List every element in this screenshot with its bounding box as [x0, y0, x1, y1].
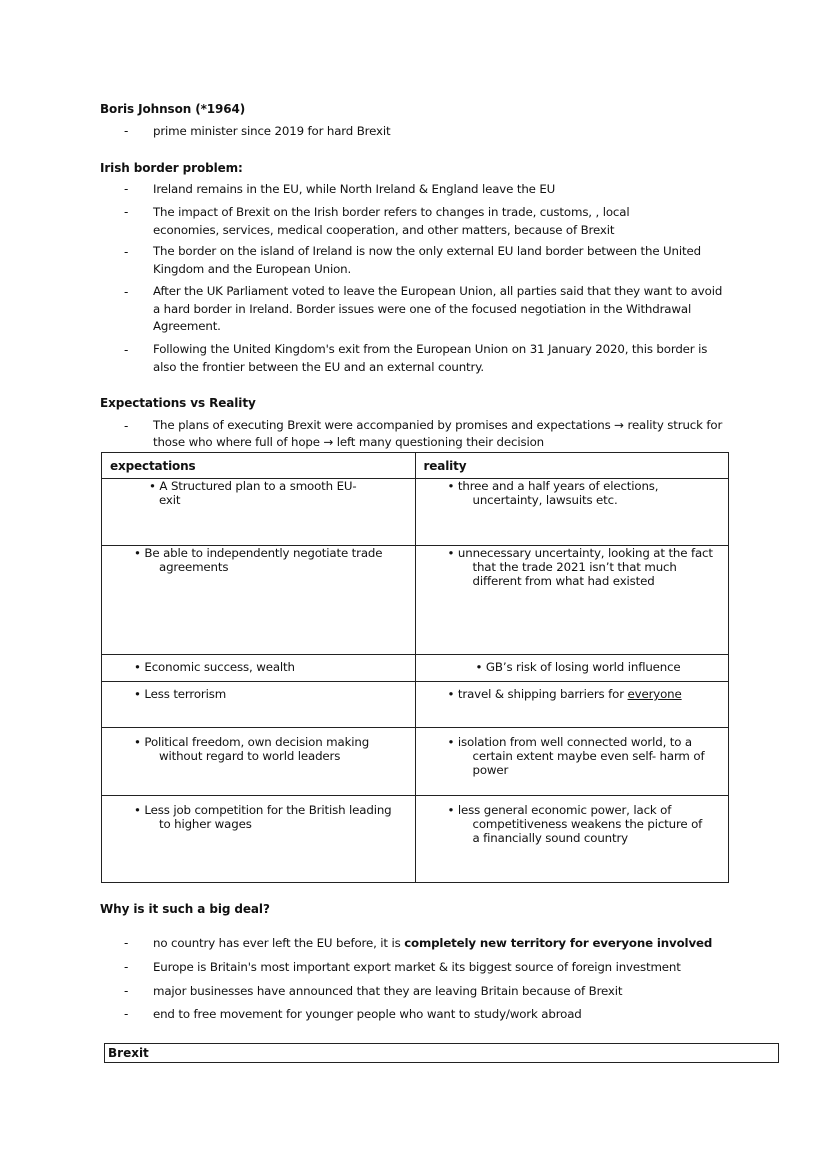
bigdeal-bullet-0-text: no country has ever left the EU before, it is	[153, 936, 405, 950]
expectation-text: Less terrorism	[144, 687, 227, 701]
johnson-heading: Boris Johnson (*1964)	[100, 102, 246, 116]
bullet-dot: •	[447, 735, 455, 749]
irish-bullet-0: Ireland remains in the EU, while North Ireland & England leave the EU	[153, 182, 556, 196]
reality-text: unnecessary uncertainty, looking at the fact that the trade 2021 isn’t that much different from what had existed	[457, 546, 713, 588]
table-row	[102, 655, 729, 682]
table-cell-reality	[415, 682, 729, 728]
bullet-dot: •	[134, 803, 141, 817]
table-cell-reality	[415, 546, 729, 655]
irish-bullet-3: After the UK Parliament voted to leave the European Union, all parties said that they want to avoid a hard border in Ireland. Border issues were one of the focused negotiation in the Withdrawal Agreement.	[153, 284, 723, 333]
table-cell-expectation	[102, 796, 416, 883]
bullet-dot: •	[134, 687, 141, 701]
dash-marker: -	[124, 182, 129, 196]
bullet-dot: •	[134, 660, 141, 674]
bigdeal-heading: Why is it such a big deal?	[100, 902, 270, 916]
dash-marker: -	[124, 960, 129, 974]
irish-bullet-4: Following the United Kingdom's exit from the European Union on 31 January 2020, this border is also the frontier between the EU and an external country.	[153, 342, 708, 374]
bullet-dot: •	[447, 803, 455, 817]
bullet-dot: •	[134, 546, 141, 560]
expectation-text: Less job competition for the British leading to higher wages	[144, 803, 392, 831]
dash-marker: -	[124, 984, 129, 998]
table-header-row	[102, 453, 729, 479]
bigdeal-bullet-0	[153, 935, 733, 953]
bullet-dot: •	[447, 687, 455, 701]
bullet-dot: •	[475, 660, 483, 674]
reality-text: GB’s risk of losing world influence	[485, 660, 681, 674]
dash-marker: -	[124, 205, 129, 219]
table-row	[102, 796, 729, 883]
table-row	[102, 682, 729, 728]
column-header-reality: reality	[415, 453, 729, 479]
table-row	[102, 546, 729, 655]
dash-marker: -	[124, 343, 129, 357]
reality-text: less general economic power, lack of competitiveness weakens the picture of a financially sound country	[457, 803, 703, 845]
dash-marker: -	[124, 124, 129, 138]
table-row	[102, 479, 729, 546]
expectation-text: Be able to independently negotiate trade agreements	[144, 546, 383, 574]
dash-marker: -	[124, 1007, 129, 1021]
table-cell-expectation	[102, 682, 416, 728]
reality-text: isolation from well connected world, to a certain extent maybe even self- harm of power	[457, 735, 705, 777]
bullet-dot: •	[134, 735, 141, 749]
bullet-dot: •	[149, 479, 156, 493]
column-header-expectations: expectations	[102, 453, 416, 479]
table-row	[102, 728, 729, 796]
expectation-text: Economic success, wealth	[144, 660, 295, 674]
footer-label: Brexit	[108, 1046, 149, 1060]
bigdeal-bullet-1: Europe is Britain's most important export market & its biggest source of foreign investment	[153, 960, 681, 974]
bullet-dot: •	[447, 546, 455, 560]
johnson-bullet-0: prime minister since 2019 for hard Brexit	[153, 124, 391, 138]
table-cell-expectation	[102, 655, 416, 682]
expectation-text: A Structured plan to a smooth EU-exit	[159, 479, 357, 507]
table-cell-reality	[415, 796, 729, 883]
comparison-table	[101, 452, 729, 883]
expectation-text: Political freedom, own decision making without regard to world leaders	[144, 735, 370, 763]
bigdeal-bullet-3: end to free movement for younger people who want to study/work abroad	[153, 1007, 582, 1021]
irish-bullet-2: The border on the island of Ireland is now the only external EU land border between the United Kingdom and the European Union.	[153, 244, 701, 276]
bullet-dot: •	[447, 479, 455, 493]
underlined-word: everyone	[627, 687, 682, 701]
dash-marker: -	[124, 285, 129, 299]
table-cell-reality	[415, 479, 729, 546]
dash-marker: -	[124, 936, 129, 950]
reality-text: travel & shipping barriers for	[457, 687, 628, 701]
reality-text: three and a half years of elections, uncertainty, lawsuits etc.	[457, 479, 659, 507]
expectations-heading: Expectations vs Reality	[100, 396, 256, 410]
bigdeal-bullet-0-bold: completely new territory for everyone involved	[404, 936, 713, 950]
bigdeal-bullet-2: major businesses have announced that they are leaving Britain because of Brexit	[153, 984, 623, 998]
table-cell-expectation	[102, 546, 416, 655]
table-cell-reality	[415, 655, 729, 682]
table-cell-expectation	[102, 479, 416, 546]
irish-bullet-1: The impact of Brexit on the Irish border refers to changes in trade, customs, , local economies, services, medical cooperation, and other matters, because of Brexit	[153, 205, 630, 237]
expectations-bullet-0: The plans of executing Brexit were accompanied by promises and expectations → reality struck for those who where full of hope → left many questioning their decision	[153, 418, 723, 449]
dash-marker: -	[124, 419, 129, 433]
table-cell-reality	[415, 728, 729, 796]
dash-marker: -	[124, 245, 129, 259]
irish-heading: Irish border problem:	[100, 161, 243, 175]
footer-label-box	[104, 1043, 779, 1063]
table-cell-expectation	[102, 728, 416, 796]
